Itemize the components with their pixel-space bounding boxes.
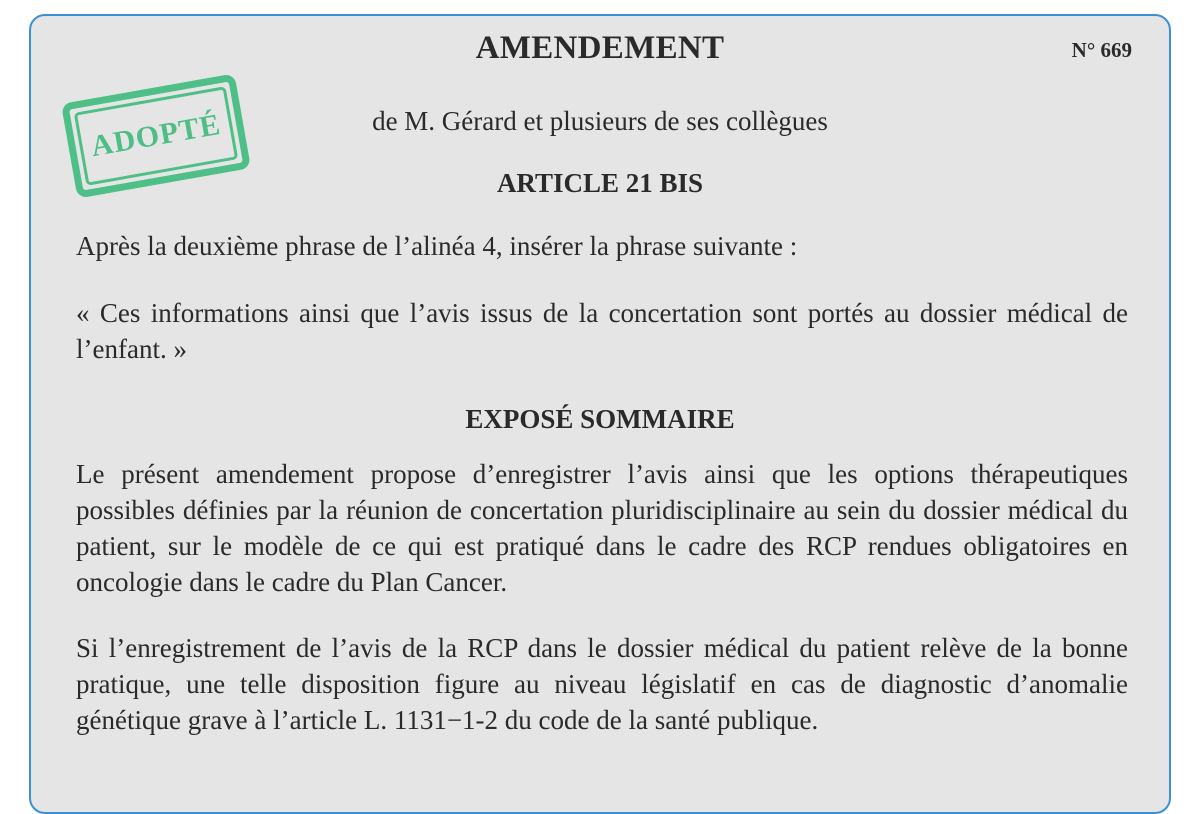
article-heading: ARTICLE 21 BIS (496, 168, 704, 198)
authors-line: de M. Gérard et plusieurs de ses collègues (372, 106, 828, 136)
expose-paragraph-2: Si l’enregistrement de l’avis de la RCP dans le dossier médical du patient relève de la bonne pratique, une telle disposition figure au niveau législatif en cas de diagnostic d’anomalie génétique grave à l’article L. 1131−1-2 du code de la santé publique. (76, 633, 1128, 735)
instruction-paragraph: Après la deuxième phrase de l’alinéa 4, insérer la phrase suivante : (76, 231, 798, 261)
quoted-text-paragraph: « Ces informations ainsi que l’avis issus de la concertation sont portés au dossier médical de l’enfant. » (76, 298, 1128, 364)
stamp-label: ADOPTÉ (88, 107, 224, 164)
expose-heading: EXPOSÉ SOMMAIRE (465, 404, 735, 434)
amendment-number: N° 669 (1071, 38, 1132, 62)
document-title: AMENDEMENT (475, 30, 725, 66)
expose-paragraph-1: Le présent amendement propose d’enregistrer l’avis ainsi que les options thérapeutiques possibles définies par la réunion de concertation pluridisciplinaire au sein du dossier médical du patient, sur le modèle de ce qui est pratiqué dans le cadre des RCP rendues obligatoires en oncologie dans le cadre du Plan Cancer. (76, 459, 1128, 597)
